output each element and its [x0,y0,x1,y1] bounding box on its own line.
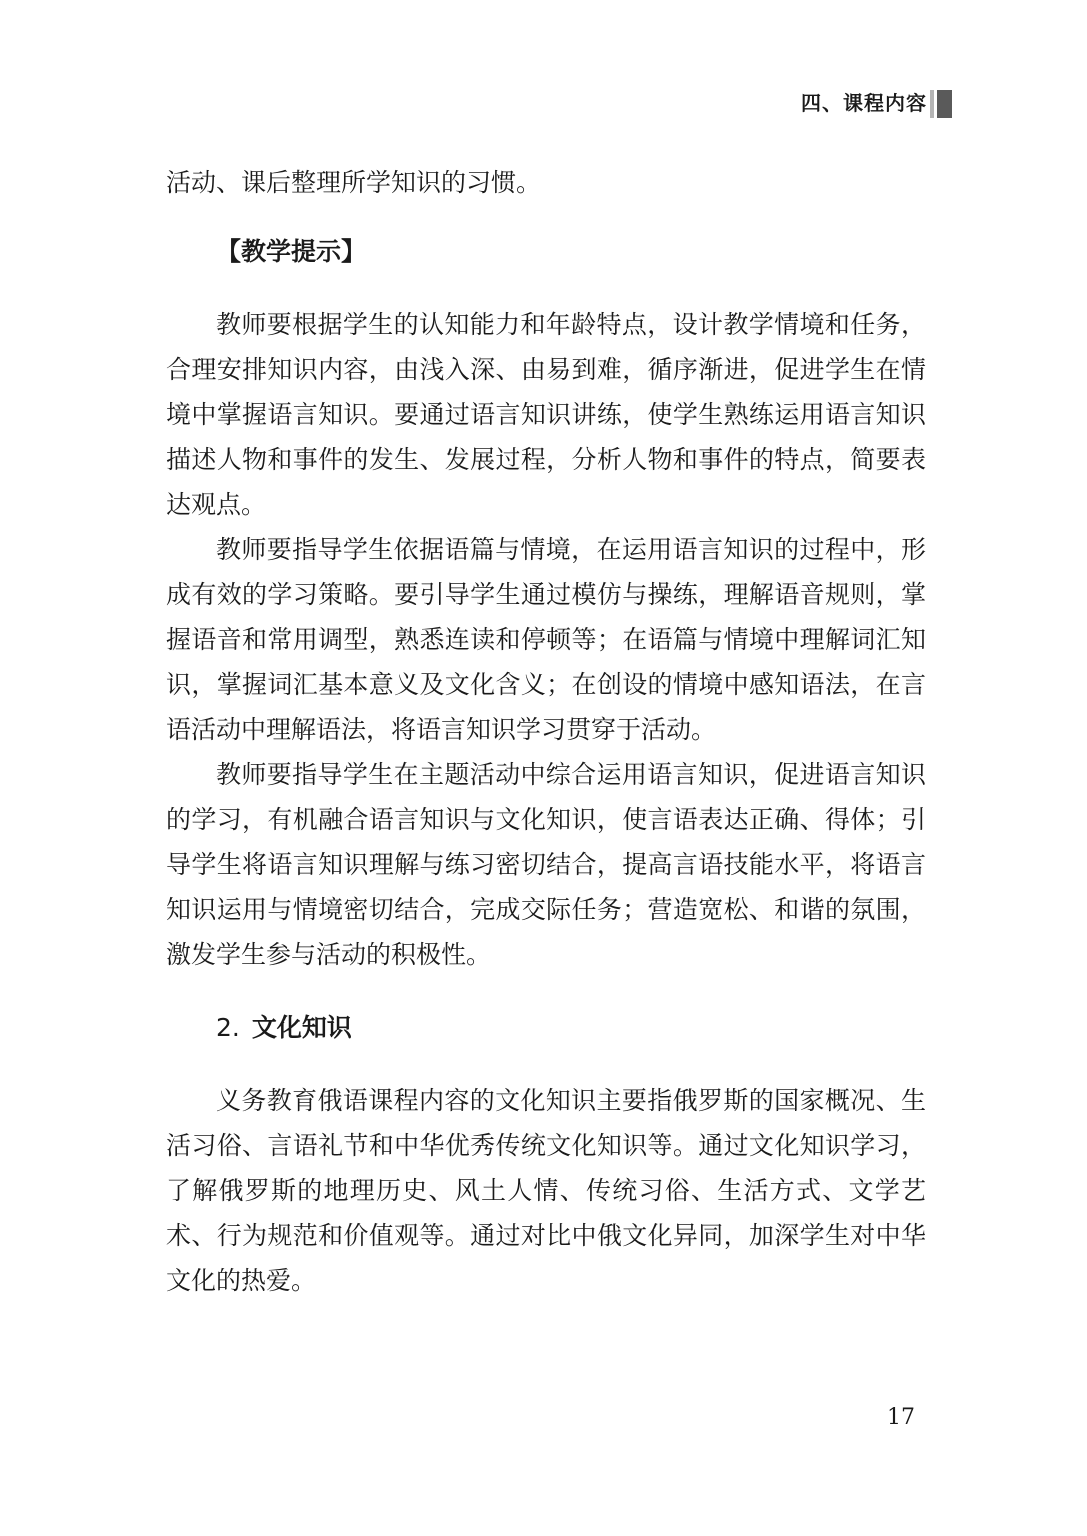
teaching-tip-heading: 【教学提示】 [216,237,367,266]
culture-section-title: 文化知识 [251,1013,352,1042]
running-header: 四、课程内容 [801,91,927,115]
page-number: 17 [887,1405,915,1430]
continuation-paragraph: 活动、课后整理所学知识的习惯。 [166,168,542,197]
culture-section-number: 2. [216,1013,240,1042]
header-decoration-bars [930,90,952,118]
teaching-tip-paragraph-1: 教师要根据学生的认知能力和年龄特点，设计教学情境和任务，合理安排知识内容，由浅入深、由易到难，循序渐进，促进学生在情境中掌握语言知识。要通过语言知识讲练，使学生熟练运用语言知识描述人物和事件的发生、发展过程，分析人物和事件的特点，简要表达观点。 [166,310,926,519]
teaching-tip-paragraph-3: 教师要指导学生在主题活动中综合运用语言知识，促进语言知识的学习，有机融合语言知识与文化知识，使言语表达正确、得体；引导学生将语言知识理解与练习密切结合，提高言语技能水平，将语言知识运用与情境密切结合，完成交际任务；营造宽松、和谐的氛围，激发学生参与活动的积极性。 [166,760,926,969]
header-bar-dark [937,90,952,118]
teaching-tip-paragraph-2: 教师要指导学生依据语篇与情境，在运用语言知识的过程中，形成有效的学习策略。要引导学生通过模仿与操练，理解语音规则，掌握语音和常用调型，熟悉连读和停顿等；在语篇与情境中理解词汇知识，掌握词汇基本意义及文化含义；在创设的情境中感知语法，在言语活动中理解语法，将语言知识学习贯穿于活动。 [166,535,926,744]
header-bar-light [930,90,934,118]
culture-section-heading [166,1005,926,1050]
body-content [166,160,926,1303]
culture-paragraph: 义务教育俄语课程内容的文化知识主要指俄罗斯的国家概况、生活习俗、言语礼节和中华优秀传统文化知识等。通过文化知识学习，了解俄罗斯的地理历史、风土人情、传统习俗、生活方式、文学艺术、行为规范和价值观等。通过对比中俄文化异同，加深学生对中华文化的热爱。 [166,1086,926,1295]
